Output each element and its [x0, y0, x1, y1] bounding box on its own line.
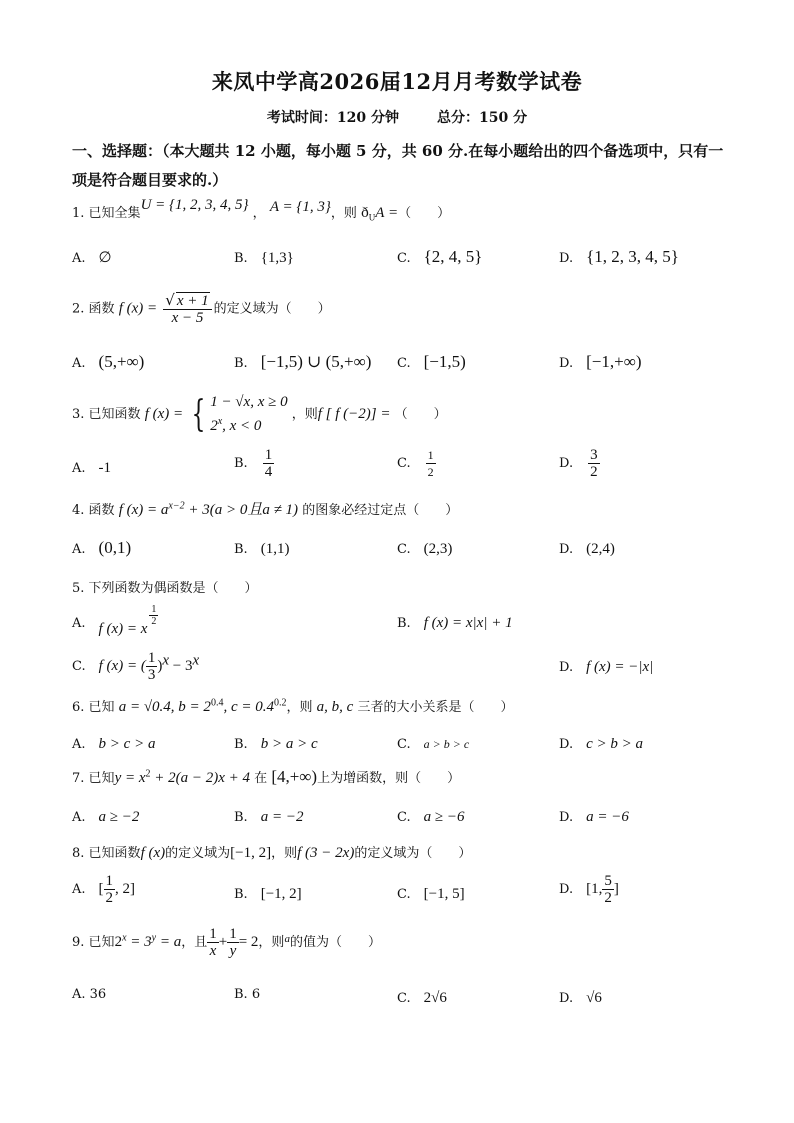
math-exp: 2	[145, 768, 151, 780]
fraction: $\frac{√ x + 1}{x - 5}$	[163, 292, 211, 326]
option-label: B.	[234, 456, 248, 471]
question-number: 1.	[72, 206, 85, 221]
option-value: √6	[586, 990, 602, 1006]
numerator: 1	[147, 650, 156, 666]
option-label: B.	[234, 887, 248, 902]
option-a	[72, 733, 155, 753]
numerator: 3	[590, 447, 598, 463]
option-label: C.	[72, 659, 86, 674]
option-d	[559, 987, 602, 1007]
question-text: 的图象必经过定点（ ）	[302, 503, 459, 518]
option-b	[234, 733, 318, 753]
option-value: a > b > c	[423, 737, 470, 751]
option-c	[397, 447, 438, 480]
question-text: 已知	[88, 700, 115, 715]
option-value: (1,1)	[260, 541, 290, 557]
question-text: ，则	[271, 846, 298, 861]
option-value: b > c > a	[98, 736, 156, 752]
question-text: 已知函数	[88, 846, 141, 861]
question-number: 3.	[72, 407, 85, 422]
question-1	[72, 197, 451, 223]
option-b: B. 6	[234, 987, 261, 1002]
option-value: {2, 4, 5}	[423, 247, 483, 266]
math-exp: y	[151, 932, 157, 944]
question-9	[72, 926, 381, 959]
math-expr: [4,+∞)	[271, 767, 318, 786]
option-value: a = −2	[260, 809, 304, 825]
question-text: 下列函数为偶函数是（ ）	[88, 581, 258, 596]
option-d	[559, 733, 643, 753]
math-exp: 0.4	[210, 697, 224, 709]
option-label: D.	[559, 251, 574, 266]
option-label: C.	[397, 737, 411, 752]
case-2-exp: x	[217, 416, 223, 427]
option-value: , 2]	[115, 881, 136, 897]
option-a	[72, 538, 131, 558]
question-text: 已知	[88, 935, 115, 950]
question-text: ，则	[291, 407, 318, 422]
option-d	[559, 247, 679, 267]
option-b	[234, 447, 276, 480]
option-value: (0,1)	[98, 538, 132, 557]
question-text: 上为增函数，则（ ）	[317, 771, 461, 786]
question-6	[72, 696, 513, 716]
denominator: 3	[147, 667, 156, 683]
option-label: A.	[72, 251, 86, 266]
math-expr: + 3(a > 0且a ≠ 1)	[184, 502, 299, 518]
option-label: A.	[72, 542, 86, 557]
bracket: ]	[613, 881, 619, 897]
denominator: 4	[264, 464, 273, 480]
plus: +	[218, 934, 228, 950]
question-text: 函数	[88, 301, 115, 317]
option-value: [−1, 2]	[260, 886, 302, 902]
option-label: B.	[234, 737, 248, 752]
option-d	[559, 656, 653, 676]
option-value: (2,3)	[423, 541, 453, 557]
option-label: C.	[397, 356, 411, 371]
math-exp: 0.2	[273, 697, 287, 709]
option-value: (2,4)	[586, 541, 615, 557]
option-label: B.	[234, 542, 248, 557]
option-d	[559, 873, 619, 906]
option-c	[397, 883, 465, 903]
question-text: 已知函数	[88, 407, 141, 422]
exam-title: 来凤中学高2026届12月月考数学试卷	[211, 69, 583, 94]
question-number: 5.	[72, 581, 85, 596]
math-expr: a = √0.4, b = 2	[118, 699, 211, 715]
option-c	[397, 987, 447, 1007]
numerator: 1	[209, 926, 217, 942]
option-value: [−1, 5]	[423, 886, 465, 902]
numerator: 1	[229, 926, 237, 942]
option-label: C.	[397, 810, 411, 825]
math-exp: x	[192, 652, 200, 669]
numerator: x + 1	[176, 293, 209, 309]
question-2	[72, 292, 331, 326]
option-value: f (x) = (	[98, 658, 146, 674]
option-value: − 3	[169, 658, 193, 674]
math-expr: 2	[114, 934, 123, 950]
option-c	[397, 247, 482, 267]
math-expr: [−1, 2]	[230, 845, 272, 861]
option-a	[72, 873, 135, 906]
option-value: 2√6	[423, 990, 447, 1006]
option-label: B.	[234, 251, 248, 266]
bracket: [	[98, 881, 104, 897]
question-text: ，且	[181, 935, 208, 950]
option-value: b > a > c	[260, 736, 318, 752]
option-value: c > b > a	[586, 736, 644, 752]
math-expr: + 2(a − 2)x + 4	[150, 770, 251, 786]
section-heading: 一、选择题：（本大题共 12 小题，每小题 5 分，共 60 分.在每小题给出的四个备选项中，只有一项是符合题目要求的.）	[72, 142, 724, 189]
question-text: 的定义域为（ ）	[354, 846, 472, 861]
denominator: 2	[105, 890, 114, 906]
question-text: 在	[254, 771, 268, 786]
numerator: 1	[427, 448, 434, 462]
option-a	[72, 247, 112, 267]
left-brace-icon: {	[191, 393, 206, 435]
option-b	[234, 247, 294, 267]
question-number: 8.	[72, 846, 85, 861]
option-label: D.	[559, 660, 574, 675]
exam-total-score: 总分：150 分	[437, 110, 528, 126]
question-number: 4.	[72, 503, 85, 518]
math-expr: a, b, c	[316, 699, 354, 715]
numerator: 1	[151, 604, 157, 615]
option-label: D.	[559, 456, 574, 471]
option-a	[72, 806, 139, 826]
question-7	[72, 767, 460, 787]
option-b	[234, 806, 303, 826]
math-expr: a	[284, 933, 290, 945]
option-label: A.	[72, 882, 86, 897]
math-expr: = a	[156, 934, 182, 950]
question-text: 函数	[88, 503, 115, 518]
question-4	[72, 498, 458, 519]
option-label: D.	[559, 542, 574, 557]
option-value: a = −6	[586, 809, 629, 825]
option-d	[559, 538, 615, 558]
option-value: ∅	[98, 250, 112, 266]
punct: ，	[252, 206, 266, 221]
option-c	[72, 650, 199, 683]
math-exp: x	[162, 652, 169, 669]
option-c	[397, 806, 465, 826]
option-c	[397, 352, 466, 372]
numerator: 5	[604, 873, 612, 889]
math-exp: x	[122, 932, 127, 944]
math-expr: U = {1, 2, 3, 4, 5}	[140, 197, 249, 213]
option-value: [−1,5) ∪ (5,+∞)	[260, 352, 372, 371]
paren: )	[157, 658, 163, 674]
option-value: f (x) = x|x| + 1	[423, 615, 513, 631]
question-text: ，则	[258, 935, 285, 950]
option-a	[72, 352, 144, 372]
question-text: ，则	[286, 700, 313, 715]
option-label: B.	[397, 616, 411, 631]
numerator: 1	[105, 873, 114, 889]
math-expr: f (x) =	[144, 406, 184, 422]
denominator: y	[229, 943, 237, 959]
question-text: 的定义域为	[165, 846, 231, 861]
option-label: D.	[559, 737, 574, 752]
option-value: f (x) = x	[98, 621, 148, 637]
exam-meta	[0, 107, 794, 127]
option-label: A.	[72, 737, 86, 752]
question-3	[72, 393, 447, 436]
blank-paren: （ ）	[398, 206, 451, 221]
option-value: (5,+∞)	[98, 352, 145, 371]
option-label: D.	[559, 356, 574, 371]
option-label: C.	[397, 542, 411, 557]
option-label: D.	[559, 882, 574, 897]
option-label: D.	[559, 991, 574, 1006]
denominator: 2	[427, 465, 434, 479]
option-a	[72, 604, 160, 637]
option-label: C.	[397, 456, 411, 471]
option-a: A. 36	[72, 987, 107, 1002]
math-expr: f (x)	[140, 845, 166, 861]
question-number: 6.	[72, 700, 85, 715]
exam-time: 考试时间：120 分钟	[266, 110, 399, 126]
denominator: 2	[590, 464, 598, 480]
numerator: 1	[264, 447, 273, 463]
option-value: [1,	[586, 881, 603, 897]
math-sub: U	[368, 212, 376, 223]
question-number: 9.	[72, 935, 85, 950]
question-text: 已知	[88, 771, 115, 786]
option-c	[397, 733, 469, 752]
question-text: ，则 ð	[330, 206, 369, 221]
question-text: 三者的大小关系是（ ）	[357, 700, 514, 715]
option-b	[234, 883, 302, 903]
math-expr: f [ f (−2)] =	[317, 406, 391, 422]
math-exp: x−2	[168, 500, 185, 512]
blank-paren: （ ）	[394, 407, 447, 422]
case-2-cond: , x < 0	[222, 418, 262, 434]
option-b	[234, 352, 371, 372]
question-text: 已知全集	[88, 206, 141, 221]
option-label: B.	[234, 356, 248, 371]
math-expr: = 3	[126, 934, 152, 950]
denominator: x − 5	[171, 310, 204, 326]
math-expr: y = x	[114, 770, 146, 786]
case-1: 1 − √x, x ≥ 0	[210, 394, 288, 410]
piecewise	[210, 393, 287, 436]
option-value: {1, 2, 3, 4, 5}	[586, 247, 679, 266]
question-8	[72, 842, 471, 862]
denominator: 2	[604, 890, 612, 906]
option-b	[234, 538, 289, 558]
option-b	[397, 612, 513, 632]
option-a	[72, 457, 111, 477]
option-value: {1,3}	[260, 250, 294, 266]
math-expr: , c = 0.4	[223, 699, 274, 715]
option-value: [−1,5)	[423, 352, 466, 371]
math-expr: f (3 − 2x)	[297, 845, 355, 861]
option-value: a ≥ −6	[423, 809, 465, 825]
math-expr: f (x) = a	[118, 502, 169, 518]
option-label: A.	[72, 461, 86, 476]
question-number: 7.	[72, 771, 85, 786]
option-d	[559, 447, 602, 480]
option-value: f (x) = −|x|	[586, 659, 654, 675]
option-value: -1	[98, 460, 112, 476]
option-label: B.	[234, 810, 248, 825]
question-5	[72, 577, 258, 596]
option-value: a ≥ −2	[98, 809, 140, 825]
option-label: A.	[72, 356, 86, 371]
option-label: C.	[397, 887, 411, 902]
question-text: 的定义域为（ ）	[213, 301, 331, 317]
math-expr: f (x) =	[118, 300, 158, 317]
option-label: D.	[559, 810, 574, 825]
option-label: C.	[397, 991, 411, 1006]
question-text: 的值为（ ）	[289, 935, 381, 950]
option-d	[559, 806, 629, 826]
option-d	[559, 352, 641, 372]
math-expr: A = {1, 3}	[269, 199, 331, 215]
option-label: A.	[72, 810, 86, 825]
question-number: 2.	[72, 301, 85, 317]
case-2-base: 2	[210, 418, 218, 434]
option-value: [−1,+∞)	[586, 352, 642, 371]
denominator: x	[209, 943, 217, 959]
math-expr: A =	[375, 205, 399, 221]
math-expr: = 2	[238, 934, 259, 950]
denominator: 2	[151, 616, 157, 627]
option-c	[397, 538, 452, 558]
option-label: C.	[397, 251, 411, 266]
option-label: A.	[72, 616, 86, 631]
